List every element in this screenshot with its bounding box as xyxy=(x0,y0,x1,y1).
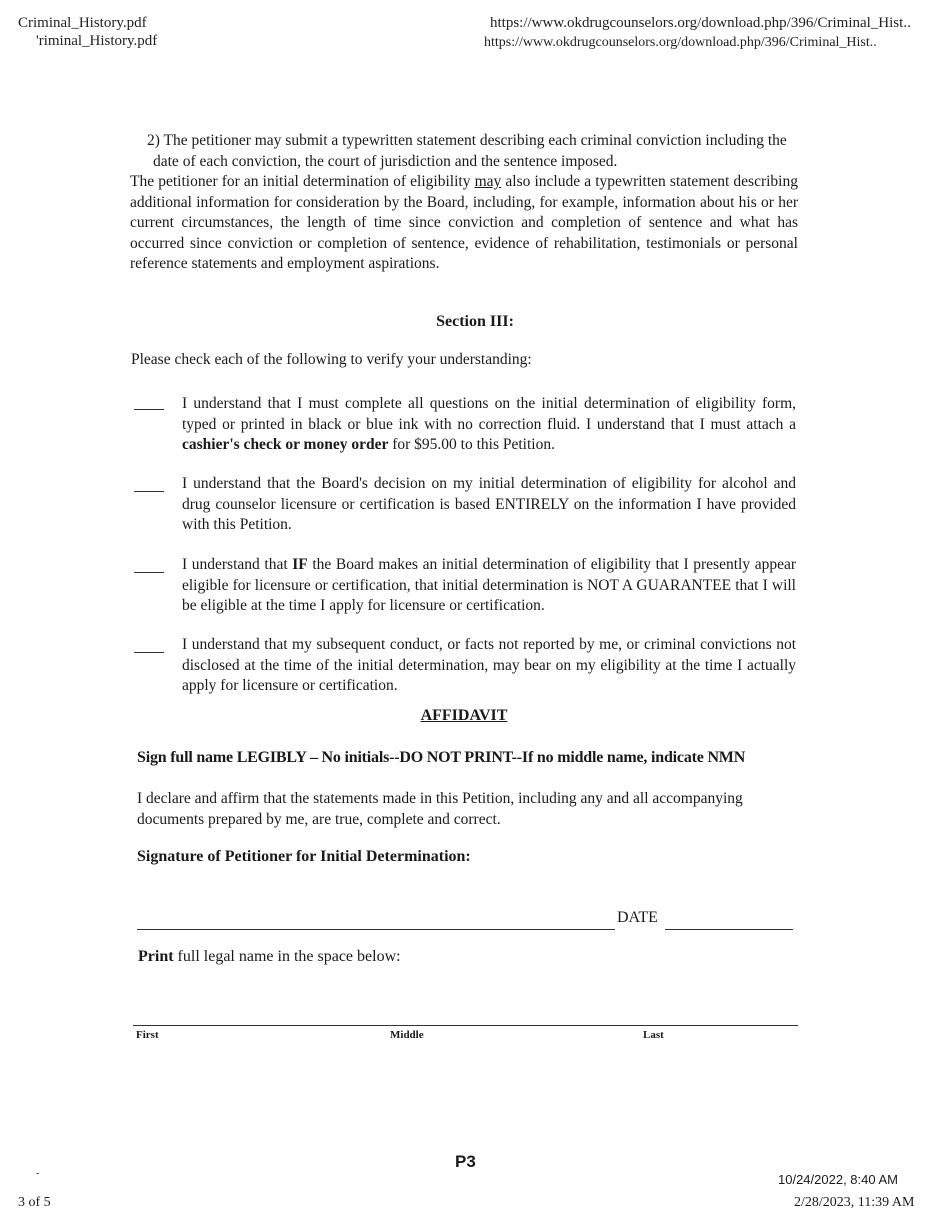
check-text-1: I understand that I must complete all questions on the initial determination of eligibility form, typed or printed in black or blue ink with no correction fluid. I understand that I must attach a cashier's check or money order for $95.00 to this Petition. xyxy=(182,395,796,453)
declaration-text: I declare and affirm that the statements made in this Petition, including any and all accompanying documents prepared by me, are true, complete and correct. xyxy=(137,790,743,828)
print-header-url: https://www.okdrugcounselors.org/download.php/396/Criminal_Hist.. xyxy=(490,15,911,31)
section-title: Section III: xyxy=(436,313,514,330)
check-blank-3[interactable] xyxy=(134,571,164,573)
check-text-4: I understand that my subsequent conduct, or facts not reported by me, or criminal convictions not disclosed at the time of the initial determination, may bear on my eligibility at the time I actually apply for licensure or certification. xyxy=(182,636,796,694)
last-name-label: Last xyxy=(643,1029,664,1041)
signature-label: Signature of Petitioner for Initial Determination: xyxy=(137,848,471,865)
print-name-instruction: Print full legal name in the space below: xyxy=(138,948,401,965)
date-label: DATE xyxy=(617,909,658,926)
sign-instruction: Sign full name LEGIBLY – No initials--DO NOT PRINT--If no middle name, indicate NMN xyxy=(137,749,746,766)
check-text-3: I understand that IF the Board makes an initial determination of eligibility that I presently appear eligible for licensure or certification, that initial determination is NOT A GUARANTEE that I will be eligible at the time I apply for licensure or certification. xyxy=(182,556,796,614)
date-line[interactable] xyxy=(665,929,793,930)
print-header-title-overlay: 'riminal_History.pdf xyxy=(36,33,158,49)
affidavit-title: AFFIDAVIT xyxy=(420,707,508,724)
fax-timestamp: 10/24/2022, 8:40 AM xyxy=(778,1172,898,1187)
section-instruction: Please check each of the following to verify your understanding: xyxy=(131,351,532,368)
footer-mark: - xyxy=(36,1168,40,1179)
may-paragraph-rest: also include a typewritten statement describing additional information for consideration by the Board, including, for example, information about his or her current circumstances, the length of time since conviction and completion of sentence and what has occurred since conviction or completion of sentence, evidence of rehabilitation, testimonials or personal reference statements and employment aspirations. xyxy=(130,173,798,272)
check-blank-1[interactable] xyxy=(134,408,164,410)
legal-name-line[interactable] xyxy=(133,1025,798,1026)
check-text-2: I understand that the Board's decision on my initial determination of eligibility for alcohol and drug counselor licensure or certification is based ENTIRELY on the information I have provided with this Petition. xyxy=(182,475,796,533)
check-item-1 xyxy=(132,394,800,464)
print-header-title: Criminal_History.pdf xyxy=(18,15,147,31)
check-blank-2[interactable] xyxy=(134,490,164,492)
check-item-3 xyxy=(132,555,800,625)
print-header-url-overlay: https://www.okdrugcounselors.org/download.php/396/Criminal_Hist.. xyxy=(484,35,877,50)
may-paragraph-start: The petitioner for an initial determination of eligibility xyxy=(130,173,475,190)
page-count: 3 of 5 xyxy=(18,1195,51,1210)
additional-statement-paragraph xyxy=(130,172,798,275)
print-timestamp: 2/28/2023, 11:39 AM xyxy=(794,1195,915,1210)
check-item-4 xyxy=(132,635,800,705)
item-2-paragraph: 2) The petitioner may submit a typewritten statement describing each criminal conviction including the date of each conviction, the court of jurisdiction and the sentence imposed. xyxy=(147,132,787,170)
middle-name-label: Middle xyxy=(390,1029,424,1041)
signature-line[interactable] xyxy=(137,929,615,930)
first-name-label: First xyxy=(136,1029,159,1041)
check-blank-4[interactable] xyxy=(134,651,164,653)
check-item-2 xyxy=(132,474,800,544)
page-label: P3 xyxy=(455,1152,476,1171)
may-emphasis: may xyxy=(474,173,502,190)
